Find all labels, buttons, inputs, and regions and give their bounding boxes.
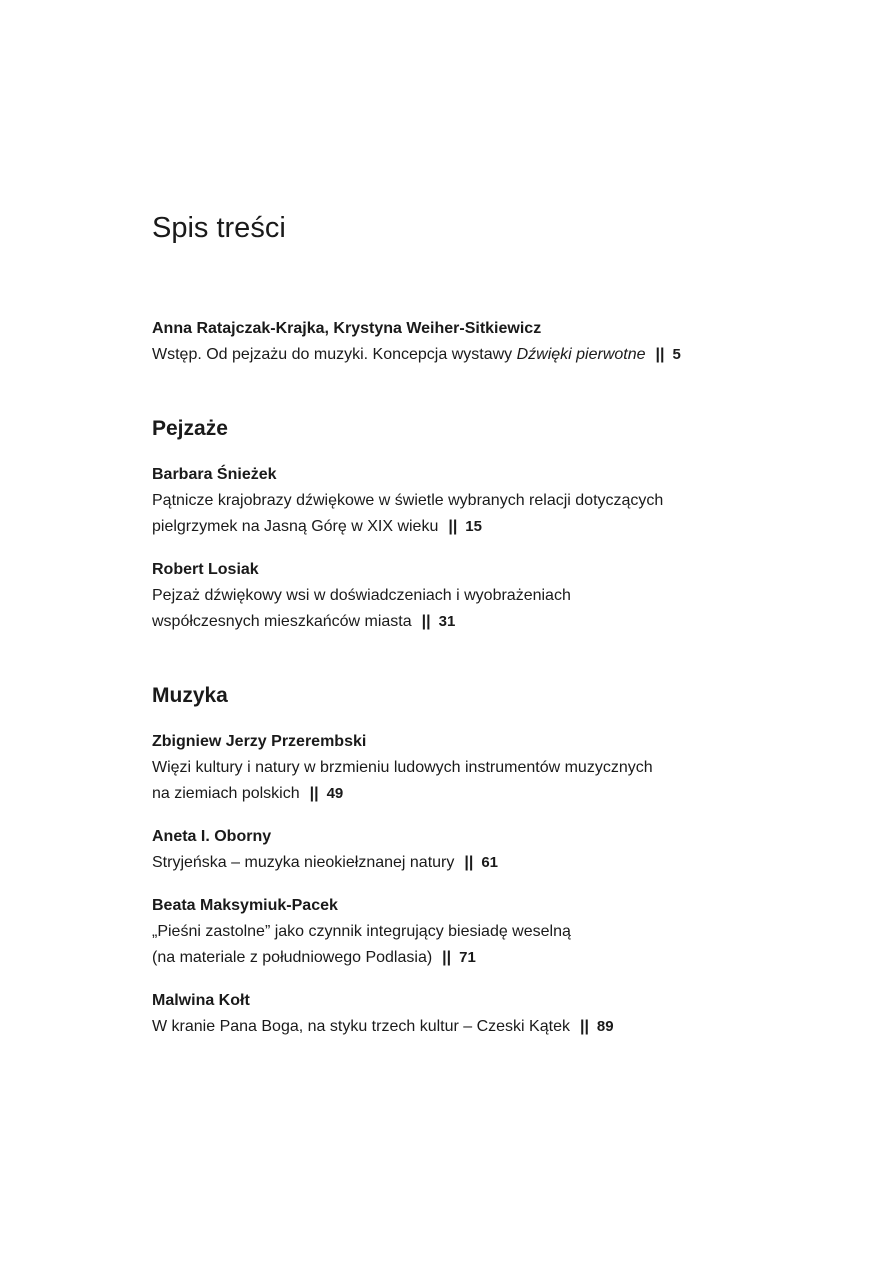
entry-author: Aneta I. Oborny bbox=[152, 828, 272, 845]
entry-page-number: 5 bbox=[672, 346, 681, 363]
page-separator: || bbox=[309, 785, 319, 802]
entry-author: Malwina Kołt bbox=[152, 992, 250, 1009]
page-title: Spis treści bbox=[152, 212, 286, 244]
toc-entry-oborny[interactable] bbox=[152, 824, 772, 876]
toc-entry-losiak[interactable] bbox=[152, 557, 772, 635]
entry-title-line bbox=[152, 514, 772, 540]
toc-entry-maksymiuk-pacek[interactable] bbox=[152, 893, 772, 971]
toc-entry-przerembski[interactable] bbox=[152, 729, 772, 807]
entry-title-line: „Pieśni zastolne” jako czynnik integrujący biesiadę weselną bbox=[152, 923, 571, 940]
entry-page-number: 89 bbox=[596, 1018, 614, 1035]
entry-title-text: pielgrzymek na Jasną Górę w XIX wieku bbox=[152, 518, 439, 535]
page-separator: || bbox=[421, 613, 431, 630]
entry-page-number: 49 bbox=[326, 785, 344, 802]
section-heading-muzyka: Muzyka bbox=[152, 684, 228, 707]
entry-title-line bbox=[152, 1014, 772, 1040]
page-separator: || bbox=[448, 518, 458, 535]
entry-title-italic: Dźwięki pierwotne bbox=[516, 346, 646, 363]
entry-page-number: 61 bbox=[481, 854, 499, 871]
entry-title-line: Pątnicze krajobrazy dźwiękowe w świetle wybranych relacji dotyczących bbox=[152, 492, 664, 509]
entry-page-number: 15 bbox=[465, 518, 482, 535]
entry-title-text: W kranie Pana Boga, na styku trzech kultur – Czeski Kątek bbox=[152, 1018, 570, 1035]
entry-title-line: Więzi kultury i natury w brzmieniu ludowych instrumentów muzycznych bbox=[152, 759, 653, 776]
entry-title-text: Wstęp. Od pejzażu do muzyki. Koncepcja wystawy bbox=[152, 346, 517, 363]
entry-title-text: współczesnych mieszkańców miasta bbox=[152, 613, 412, 630]
entry-author: Barbara Śnieżek bbox=[152, 466, 277, 483]
toc-entry-intro[interactable] bbox=[152, 316, 772, 368]
entry-author: Anna Ratajczak-Krajka, Krystyna Weiher-Sitkiewicz bbox=[152, 320, 542, 337]
entry-title-text: na ziemiach polskich bbox=[152, 785, 300, 802]
page-separator: || bbox=[442, 949, 452, 966]
entry-title-line: Pejzaż dźwiękowy wsi w doświadczeniach i wyobrażeniach bbox=[152, 587, 571, 604]
entry-title-text: Stryjeńska – muzyka nieokiełznanej natury bbox=[152, 854, 455, 871]
entry-author: Robert Losiak bbox=[152, 561, 259, 578]
entry-page-number: 31 bbox=[438, 613, 456, 630]
entry-title-line bbox=[152, 609, 772, 635]
entry-title-line bbox=[152, 945, 772, 971]
toc-entry-kolt[interactable] bbox=[152, 988, 772, 1040]
entry-title-line bbox=[152, 781, 772, 807]
entry-title-line bbox=[152, 850, 772, 876]
entry-page-number: 71 bbox=[459, 949, 476, 966]
entry-title-line bbox=[152, 342, 772, 368]
entry-author: Zbigniew Jerzy Przerembski bbox=[152, 733, 367, 750]
toc-entry-sniezek[interactable] bbox=[152, 462, 772, 540]
page-separator: || bbox=[464, 854, 474, 871]
section-heading-pejzaze: Pejzaże bbox=[152, 417, 228, 440]
entry-title-text: (na materiale z południowego Podlasia) bbox=[152, 949, 433, 966]
entry-author: Beata Maksymiuk-Pacek bbox=[152, 897, 338, 914]
page-separator: || bbox=[579, 1018, 589, 1035]
page-separator: || bbox=[655, 346, 665, 363]
